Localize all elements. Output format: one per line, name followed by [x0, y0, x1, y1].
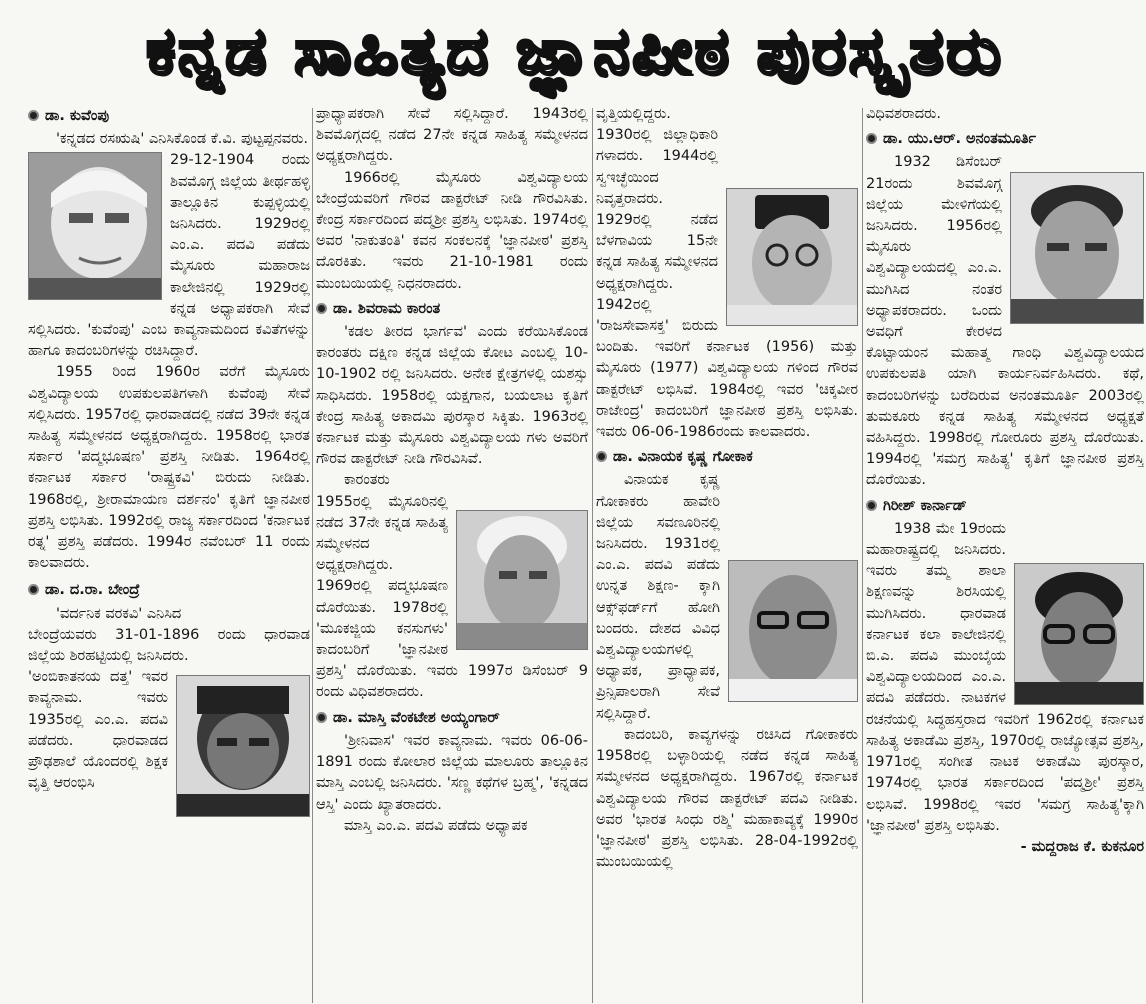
portrait-gokak-image	[729, 561, 857, 701]
paragraph: ಪ್ರಾಧ್ಯಾಪಕರಾಗಿ ಸೇವೆ ಸಲ್ಲಿಸಿದ್ದಾರೆ. 1943ರಲ್ಲಿ ಶಿವಮೊಗ್ಗದಲ್ಲಿ ನಡೆದ 27ನೇ ಕನ್ನಡ ಸಾಹಿತ್ಯ ಸಮ್ಮೇಳನದ ಅಧ್ಯಕ್ಷರಾಗಿದ್ದರು.	[316, 106, 588, 165]
paragraph: ಕಾದಂಬರಿ, ಕಾವ್ಯಗಳನ್ನು ರಚಿಸಿದ ಗೋಕಾಕರು 1958ರಲ್ಲಿ ಬಳ್ಳಾರಿಯಲ್ಲಿ ನಡೆದ ಕನ್ನಡ ಸಾಹಿತ್ಯ ಸಮ್ಮೇಳನದ ಅಧ್ಯಕ್ಷರಾಗಿದ್ದರು. 1967ರಲ್ಲಿ ಕರ್ನಾಟಕ ವಿಶ್ವವಿದ್ಯಾಲಯ ಗೌರವ ಡಾಕ್ಟರೇಟ್ ಪದವಿ ನೀಡಿತು. ಅವರ 'ಭಾರತ ಸಿಂಧು ರಶ್ಮಿ' ಮಹಾಕಾವ್ಯಕ್ಕೆ 1990ರ 'ಜ್ಞಾನಪೀಠ' ಪ್ರಶಸ್ತಿ ಲಭಿಸಿತು. 28-04-1992ರಲ್ಲಿ ಮುಂಬಯಿಯಲ್ಲಿ	[596, 726, 858, 871]
heading-text: ಡಾ. ಕುವೆಂಪು	[45, 108, 110, 124]
portrait-masti-image	[727, 189, 857, 325]
column-4	[866, 104, 1144, 1004]
paragraph: 'ಅಂಬಿಕಾತನಯ ದತ್ತ' ಇವರ ಕಾವ್ಯನಾಮ. ಇವರು 1935ರಲ್ಲಿ ಎಂ.ಎ. ಪದವಿ ಪಡೆದರು. ಧಾರವಾಡದ ಪ್ರೌಢಶಾಲೆ ಯೊಂದರಲ್ಲಿ ಶಿಕ್ಷಕ ವೃತ್ತಿ ಆರಂಭಿಸಿ	[28, 669, 168, 792]
paragraph: 29-12-1904 ರಂದು ಶಿವಮೊಗ್ಗ ಜಿಲ್ಲೆಯ ತೀರ್ಥಹಳ್ಳಿ ತಾಲ್ಲೂಕಿನ ಕುಪ್ಪಳ್ಳಿಯಲ್ಲಿ ಜನಿಸಿದರು. 1929ರಲ್ಲಿ ಎಂ.ಎ. ಪದವಿ ಪಡೆದು ಮೈಸೂರು ಮಹಾರಾಜ ಕಾಲೇಜಿನಲ್ಲಿ 1929ರಲ್ಲಿ ಕನ್ನಡ ಅಧ್ಯಾಪಕರಾಗಿ ಸೇವೆ ಸಲ್ಲಿಸಿದರು. 'ಕುವೆಂಪು' ಎಂಬ ಕಾವ್ಯನಾಮದಿಂದ ಕವಿತೆಗಳನ್ನು ಹಾಗೂ ಕಾದಂಬರಿಗಳನ್ನು ರಚಿಸಿದ್ದಾರೆ.	[28, 152, 310, 360]
portrait-kuvempu	[28, 152, 162, 300]
paragraph: ಬೇಂದ್ರೆಯವರು 31-01-1896 ರಂದು ಧಾರವಾಡ ಜಿಲ್ಲೆಯ ಶಿರಹಟ್ಟಿಯಲ್ಲಿ ಜನಿಸಿದರು.	[28, 626, 310, 665]
heading-text: ಗಿರೀಶ್ ಕಾರ್ನಾಡ್	[883, 497, 967, 514]
bullet-icon	[28, 584, 39, 595]
bullet-icon	[316, 303, 327, 314]
page-headline: ಕನ್ನಡ ಸಾಹಿತ್ಯದ ಜ್ಞಾನಪೀಠ ಪುರಸ್ಕೃತರು	[146, 15, 1004, 89]
bullet-icon	[316, 712, 327, 723]
bullet-icon	[866, 133, 877, 144]
paragraph: ಮಾಸ್ತಿ ಎಂ.ಎ. ಪದವಿ ಪಡೆದು ಅಧ್ಯಾಪಕ	[344, 817, 528, 834]
paragraph: ವಿನಾಯಕ ಕೃಷ್ಣ ಗೋಕಾಕರು ಹಾವೇರಿ ಜಿಲ್ಲೆಯ ಸವಣೂರಿನಲ್ಲಿ ಜನಿಸಿದರು. 1931ರಲ್ಲಿ ಎಂ.ಎ. ಪದವಿ ಪಡೆದು ಉನ್ನತ ಶಿಕ್ಷಣ- ಕ್ಕಾಗಿ ಆಕ್ಸ್‌ಫರ್ಡ್‌ಗೆ ಹೋಗಿ ಬಂದರು. ದೇಶದ ವಿವಿಧ ವಿಶ್ವವಿದ್ಯಾಲಯಗಳಲ್ಲಿ ಅಧ್ಯಾಪಕ, ಪ್ರಾಧ್ಯಾಪಕ, ಪ್ರಿನ್ಸಿಪಾಲರಾಗಿ ಸೇವೆ ಸಲ್ಲಿಸಿದ್ದಾರೆ.	[596, 472, 720, 722]
paragraph: 'ಕನ್ನಡದ ರಸಋಷಿ' ಎನಿಸಿಕೊಂಡ ಕೆ.ವಿ. ಪುಟ್ಟಪ್ಪನವರು.	[56, 131, 308, 148]
heading-text: ಡಾ. ಯು.ಆರ್. ಅನಂತಮೂರ್ತಿ	[883, 131, 1037, 148]
paragraph: 'ವರ್ದನಿಕ ವರಕವಿ' ಎನಿಸಿದ	[56, 605, 182, 622]
portrait-masti	[726, 188, 858, 326]
portrait-kuvempu-image	[29, 153, 161, 299]
paragraph: ಕಾರಂತರು 1955ರಲ್ಲಿ ಮೈಸೂರಿನಲ್ಲಿ ನಡೆದ 37ನೇ ಕನ್ನಡ ಸಾಹಿತ್ಯ ಸಮ್ಮೇಳನದ ಅಧ್ಯಕ್ಷರಾಗಿದ್ದರು. 1969ರಲ್ಲಿ ಪದ್ಮಭೂಷಣ ದೊರೆಯಿತು. 1978ರಲ್ಲಿ 'ಮೂಕಜ್ಜಿಯ ಕನಸುಗಳು' ಕಾದಂಬರಿಗೆ 'ಜ್ಞಾನಪೀಠ ಪ್ರಶಸ್ತಿ' ದೊರೆಯಿತು. ಇವರು 1997ರ ಡಿಸೆಂಬರ್ 9 ರಂದು ವಿಧಿವಶರಾದರು.	[316, 472, 588, 701]
paragraph: ವೃತ್ತಿಯಲ್ಲಿದ್ದರು. 1930ರಲ್ಲಿ ಜಿಲ್ಲಾಧಿಕಾರಿ ಗಳಾದರು. 1944ರಲ್ಲಿ ಸ್ವಇಚ್ಛೆಯಿಂದ ನಿವೃತ್ತರಾದರು. 1929ರಲ್ಲಿ ನಡೆದ ಬೆಳಗಾವಿಯ 15ನೇ ಕನ್ನಡ ಸಾಹಿತ್ಯ ಸಮ್ಮೇಳನದ ಅಧ್ಯಕ್ಷರಾಗಿದ್ದರು. 1942ರಲ್ಲಿ 'ರಾಜಸೇವಾಸಕ್ತ' ಬಿರುದು ಬಂದಿತು. ಇವರಿಗೆ ಕರ್ನಾಟಕ (1956) ಮತ್ತು ಮೈಸೂರು (1977) ವಿಶ್ವವಿದ್ಯಾಲಯ ಗಳಿಂದ ಗೌರವ ಡಾಕ್ಟರೇಟ್ ಲಭಿಸಿವೆ. 1984ರಲ್ಲಿ ಇವರ 'ಚಿಕ್ಕವೀರ ರಾಜೇಂದ್ರ' ಕಾದಂಬರಿಗೆ ಜ್ಞಾನಪೀಠ ಪ್ರಶಸ್ತಿ ಲಭಿಸಿತು. ಇವರು 06-06-1986ರಂದು ಕಾಲವಾದರು.	[596, 106, 858, 441]
paragraph: 'ಕಡಲ ತೀರದ ಭಾರ್ಗವ' ಎಂದು ಕರೆಯಿಸಿಕೊಂಡ ಕಾರಂತರು ದಕ್ಷಿಣ ಕನ್ನಡ ಜಿಲ್ಲೆಯ ಕೋಟ ಎಂಬಲ್ಲಿ 10-10-1902 ರಲ್ಲಿ ಜನಿಸಿದರು. ಅನೇಕ ಕ್ಷೇತ್ರಗಳಲ್ಲಿ ಯಶಸ್ಸು ಸಾಧಿಸಿದರು. 1958ರಲ್ಲಿ ಯಕ್ಷಗಾನ, ಬಯಲಾಟ ಕೃತಿಗೆ ಕೇಂದ್ರ ಸಾಹಿತ್ಯ ಅಕಾದಮಿ ಪುರಸ್ಕಾರ ಸಿಕ್ಕಿತು. 1963ರಲ್ಲಿ ಕರ್ನಾಟಕ ಮತ್ತು ಮೈಸೂರು ವಿಶ್ವವಿದ್ಯಾಲಯ ಗಳು ಅವರಿಗೆ ಗೌರವ ಡಾಕ್ಟರೇಟ್ ನೀಡಿ ಗೌರವಿಸಿವೆ.	[316, 324, 588, 468]
section-heading-karanth	[316, 299, 588, 320]
portrait-karanth	[456, 510, 588, 650]
section-heading-bendre	[28, 580, 310, 601]
column-divider	[862, 108, 863, 1003]
paragraph: 1938 ಮೇ 19ರಂದು ಮಹಾರಾಷ್ಟ್ರದಲ್ಲಿ ಜನಿಸಿದರು. ಇವರು ತಮ್ಮ ಶಾಲಾ ಶಿಕ್ಷಣವನ್ನು ಶಿರಸಿಯಲ್ಲಿ ಮುಗಿಸಿದರು. ಧಾರವಾಡ ಕರ್ನಾಟಕ ಕಲಾ ಕಾಲೇಜಿನಲ್ಲಿ ಬಿ.ಎ. ಪದವಿ ಮುಂಬೈಯ ವಿಶ್ವವಿದ್ಯಾಲಯದಿಂದ ಎಂ.ಎ. ಪದವಿ ಪಡೆದರು. ನಾಟಕಗಳ ರಚನೆಯಲ್ಲಿ ಸಿದ್ಧಹಸ್ತರಾದ ಇವರಿಗೆ 1962ರಲ್ಲಿ ಕರ್ನಾಟಕ ಸಾಹಿತ್ಯ ಅಕಾಡೆಮಿ ಪ್ರಶಸ್ತಿ, 1970ರಲ್ಲಿ ರಾಜ್ಯೋತ್ಸವ ಪ್ರಶಸ್ತಿ, 1971ರಲ್ಲಿ ಸಂಗೀತ ನಾಟಕ ಅಕಾಡೆಮಿ ಪುರಸ್ಕಾರ, 1974ರಲ್ಲಿ ಭಾರತ ಸರ್ಕಾರದಿಂದ 'ಪದ್ಮಶ್ರೀ' ಪ್ರಶಸ್ತಿ ಲಭಿಸಿವೆ. 1998ರಲ್ಲಿ ಇವರ 'ಸಮಗ್ರ ಸಾಹಿತ್ಯ'ಕ್ಕಾಗಿ 'ಜ್ಞಾನಪೀಠ' ಪ್ರಶಸ್ತಿ ಲಭಿಸಿತು.	[866, 520, 1144, 834]
portrait-ananthamurthy-image	[1011, 173, 1143, 323]
portrait-gokak	[728, 560, 858, 702]
section-heading-gokak	[596, 447, 858, 468]
column-2	[316, 104, 588, 1004]
author-signature: - ಮದ್ದರಾಜ ಕೆ. ಕುಕನೂರ	[1020, 838, 1144, 855]
bullet-icon	[866, 500, 877, 511]
bullet-icon	[596, 451, 607, 462]
section-heading-ananthamurthy	[866, 129, 1144, 150]
section-heading-karnad	[866, 496, 1144, 517]
portrait-karnad-image	[1015, 564, 1143, 704]
paragraph: ವಿಧಿವಶರಾದರು.	[866, 106, 942, 122]
portrait-ananthamurthy	[1010, 172, 1144, 324]
heading-text: ಡಾ. ಮಾಸ್ತಿ ವೆಂಕಟೇಶ ಅಯ್ಯಂಗಾರ್	[333, 709, 500, 726]
portrait-bendre-image	[177, 676, 309, 816]
paragraph: 1966ರಲ್ಲಿ ಮೈಸೂರು ವಿಶ್ವವಿದ್ಯಾಲಯ ಬೇಂದ್ರೆಯವರಿಗೆ ಗೌರವ ಡಾಕ್ಟರೇಟ್ ನೀಡಿ ಗೌರವಿಸಿತು. ಕೇಂದ್ರ ಸರ್ಕಾರದಿಂದ ಪದ್ಮಶ್ರೀ ಪ್ರಶಸ್ತಿ ಲಭಿಸಿತು. 1974ರಲ್ಲಿ ಅವರ 'ನಾಕುತಂತಿ' ಕವನ ಸಂಕಲನಕ್ಕೆ 'ಜ್ಞಾನಪೀಠ' ಪ್ರಶಸ್ತಿ ದೊರಕಿತು. ಇವರು 21-10-1981 ರಂದು ಮುಂಬಯಿಯಲ್ಲಿ ನಿಧನರಾದರು.	[316, 169, 588, 292]
section-heading-masti	[316, 708, 588, 729]
bullet-icon	[28, 110, 39, 121]
portrait-karnad	[1014, 563, 1144, 705]
heading-text: ಡಾ. ಶಿವರಾಮ ಕಾರಂತ	[333, 300, 441, 317]
paragraph: 'ಶ್ರೀನಿವಾಸ' ಇವರ ಕಾವ್ಯನಾಮ. ಇವರು 06-06-1891 ರಂದು ಕೋಲಾರ ಜಿಲ್ಲೆಯ ಮಾಲೂರು ತಾಲ್ಲೂಕಿನ ಮಾಸ್ತಿ ಎಂಬಲ್ಲಿ ಜನಿಸಿದರು. 'ಸಣ್ಣ ಕಥೆಗಳ ಬ್ರಹ್ಮ', 'ಕನ್ನಡದ ಆಸ್ತಿ' ಎಂದು ಖ್ಯಾತರಾದರು.	[316, 732, 588, 813]
column-divider	[592, 108, 593, 1003]
portrait-karanth-image	[457, 511, 587, 649]
column-3	[596, 104, 858, 1004]
section-heading-kuvempu	[28, 106, 310, 127]
column-1	[28, 104, 310, 1004]
column-divider	[312, 108, 313, 1003]
heading-text: ಡಾ. ದ.ರಾ. ಬೇಂದ್ರೆ	[45, 582, 140, 599]
heading-text: ಡಾ. ವಿನಾಯಕ ಕೃಷ್ಣ ಗೋಕಾಕ	[613, 449, 753, 466]
portrait-bendre	[176, 675, 310, 817]
paragraph: 1932 ಡಿಸೆಂಬರ್ 21ರಂದು ಶಿವಮೊಗ್ಗ ಜಿಲ್ಲೆಯ ಮೇಳಿಗೆಯಲ್ಲಿ ಜನಿಸಿದರು. 1956ರಲ್ಲಿ ಮೈಸೂರು ವಿಶ್ವವಿದ್ಯಾಲಯದಲ್ಲಿ ಎಂ.ಎ. ಮುಗಿಸಿದ ನಂತರ ಅಧ್ಯಾಪಕರಾದರು. ಒಂದು ಅವಧಿಗೆ ಕೇರಳದ ಕೊಟ್ಟಾಯಂನ ಮಹಾತ್ಮ ಗಾಂಧಿ ವಿಶ್ವವಿದ್ಯಾಲಯದ ಉಪಕುಲಪತಿ ಯಾಗಿ ಕಾರ್ಯನಿರ್ವಹಿಸಿದರು. ಕಥೆ, ಕಾದಂಬರಿಗಳನ್ನು ಬರೆದಿರುವ ಅನಂತಮೂರ್ತಿ 2003ರಲ್ಲಿ ತುಮಕೂರು ಕನ್ನಡ ಸಾಹಿತ್ಯ ಸಮ್ಮೇಳನದ ಅಧ್ಯಕ್ಷತೆ ವಹಿಸಿದ್ದರು. 1998ರಲ್ಲಿ ಗೋರೂರು ಪ್ರಶಸ್ತಿ ದೊರೆಯಿತು. 1994ರಲ್ಲಿ 'ಸಮಗ್ರ ಸಾಹಿತ್ಯ' ಕೃತಿಗೆ ಜ್ಞಾನಪೀಠ ಪ್ರಶಸ್ತಿ ದೊರೆಯಿತು.	[866, 154, 1144, 489]
paragraph: 1955 ರಿಂದ 1960ರ ವರೆಗೆ ಮೈಸೂರು ವಿಶ್ವವಿದ್ಯಾಲಯ ಉಪಕುಲಪತಿಗಳಾಗಿ ಕುವೆಂಪು ಸೇವೆ ಸಲ್ಲಿಸಿದರು. 1957ರಲ್ಲಿ ಧಾರವಾಡದಲ್ಲಿ ನಡೆದ 39ನೇ ಕನ್ನಡ ಸಾಹಿತ್ಯ ಸಮ್ಮೇಳನದ ಅಧ್ಯಕ್ಷರಾಗಿದ್ದರು. 1958ರಲ್ಲಿ ಭಾರತ ಸರ್ಕಾರ 'ಪದ್ಮಭೂಷಣ' ಪ್ರಶಸ್ತಿ ನೀಡಿತು. 1964ರಲ್ಲಿ ಕರ್ನಾಟಕ ಸರ್ಕಾರ 'ರಾಷ್ಟ್ರಕವಿ' ಬಿರುದು ನೀಡಿತು. 1968ರಲ್ಲಿ, ಶ್ರೀರಾಮಾಯಣ ದರ್ಶನಂ' ಕೃತಿಗೆ ಜ್ಞಾನಪೀಠ ಪ್ರಶಸ್ತಿ ಲಭಿಸಿತು. 1992ರಲ್ಲಿ ರಾಜ್ಯ ಸರ್ಕಾರದಿಂದ 'ಕರ್ನಾಟಕ ರತ್ನ' ಪ್ರಶಸ್ತಿ ಪಡೆದರು. 1994ರ ನವೆಂಬರ್ 11 ರಂದು ಕಾಲವಾದರು.	[28, 364, 310, 572]
